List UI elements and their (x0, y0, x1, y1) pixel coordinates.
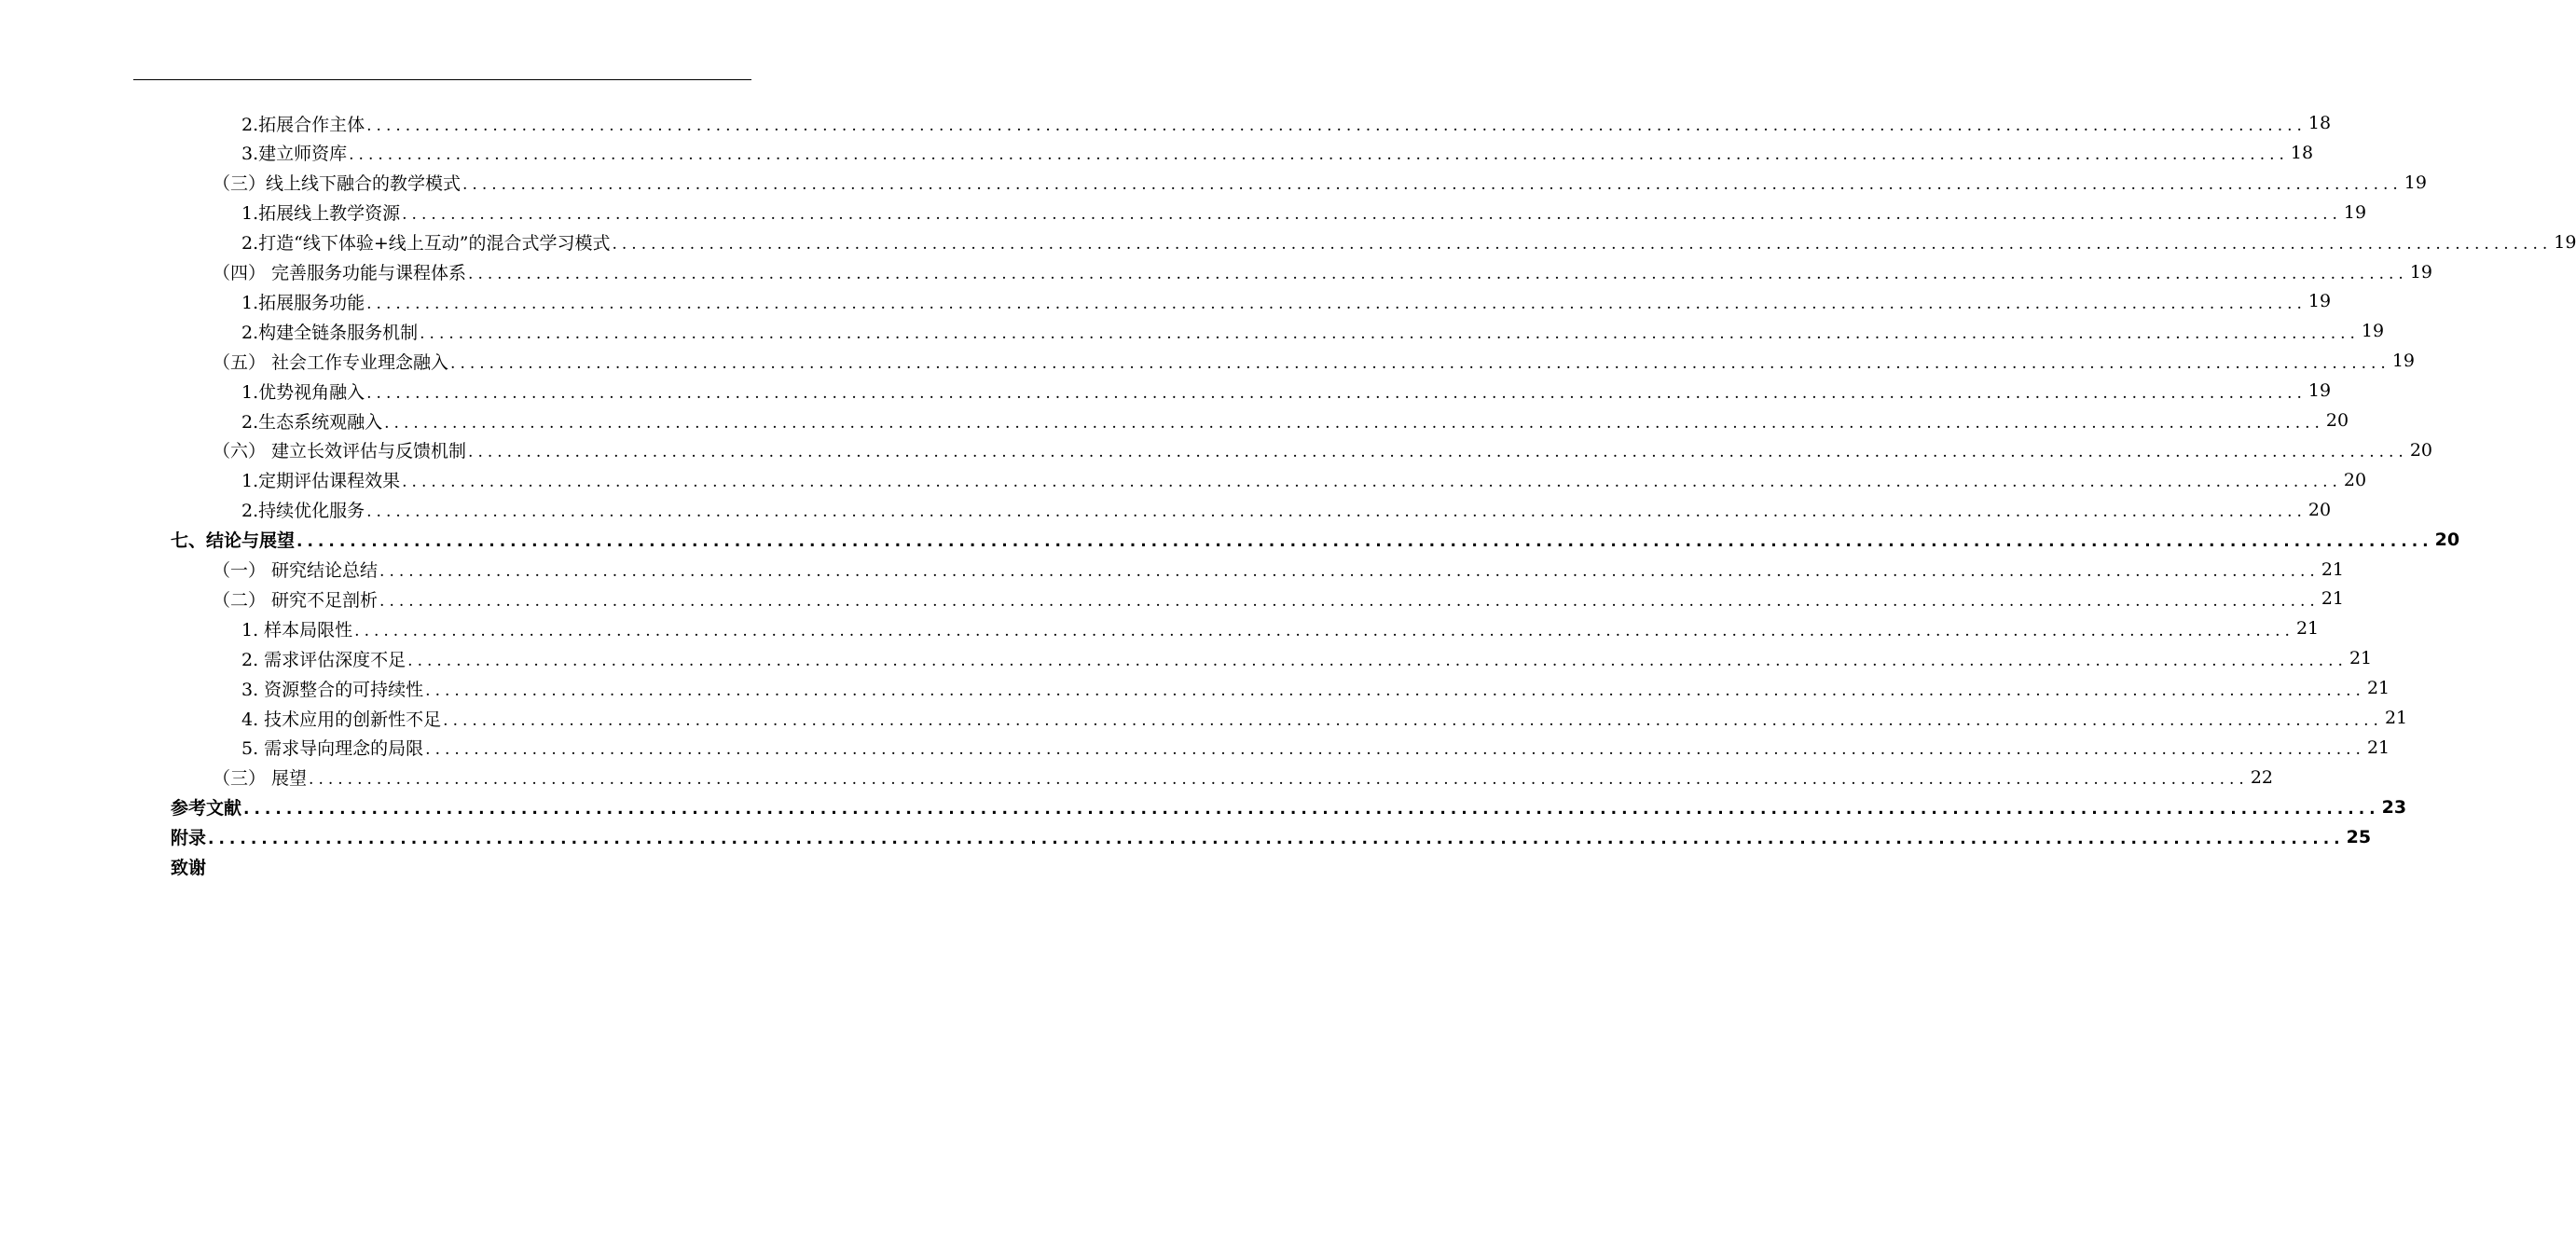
toc-page-number: 20 (2343, 469, 2367, 490)
toc-page-number: 19 (2391, 351, 2415, 372)
toc-entry[interactable] (0, 465, 2367, 495)
toc-entry[interactable] (0, 525, 2460, 555)
toc-page-number: 23 (2381, 796, 2407, 818)
toc-page-number: 21 (2366, 678, 2390, 699)
toc-entry-title: 2. 需求评估深度不足 (241, 649, 406, 670)
toc-dot-leader: ........................................................................................................................................................................................................ (354, 621, 2294, 640)
toc-page-number: 19 (2307, 380, 2332, 402)
toc-entry[interactable] (0, 286, 2332, 316)
toc-page-number: 21 (2384, 708, 2408, 728)
toc-entry[interactable] (0, 495, 2332, 525)
toc-page-number: 21 (2349, 648, 2373, 669)
toc-entry[interactable] (0, 198, 2367, 227)
toc-entry-title: （三）线上线下融合的教学模式 (213, 173, 461, 195)
toc-entry-title: 1.优势视角融入 (241, 381, 365, 403)
toc-dot-leader: ........................................................................................................................................................................................................ (366, 116, 2307, 135)
toc-entry-title: 5. 需求导向理念的局限 (241, 738, 424, 760)
toc-page-number: 19 (2554, 231, 2576, 253)
toc-dot-leader: ........................................................................................................................................................................................................ (425, 681, 2365, 700)
toc-dot-leader: ........................................................................................................................................................................................................ (612, 235, 2553, 255)
toc-dot-leader: ........................................................................................................................................................................................................ (384, 413, 2324, 433)
toc-dot-leader: ........................................................................................................................................................................................................ (468, 265, 2408, 283)
toc-page-number: 21 (2321, 588, 2344, 610)
toc-entry[interactable] (0, 822, 2372, 852)
toc-entry[interactable] (0, 792, 2407, 822)
toc-entry-title: 1.拓展服务功能 (241, 292, 365, 313)
toc-entry[interactable] (0, 584, 2344, 613)
toc-entry[interactable] (0, 138, 2314, 168)
toc-dot-leader: ........................................................................................................................................................................................................ (468, 443, 2408, 462)
toc-page-number: 22 (2250, 766, 2273, 788)
toc-entry-title: 4. 技术应用的创新性不足 (241, 709, 442, 730)
toc-dot-leader: ........................................................................................................................................................................................................ (309, 770, 2249, 790)
toc-dot-leader: ........................................................................................................................................................................................................ (208, 830, 2345, 849)
toc-entry[interactable] (0, 643, 2373, 673)
toc-dot-leader: ........................................................................................................................................................................................................ (366, 294, 2307, 313)
toc-entry[interactable] (0, 435, 2432, 465)
toc-entry[interactable] (0, 316, 2385, 346)
toc-page-number: 19 (2409, 261, 2432, 282)
toc-page-number: 21 (2366, 737, 2390, 758)
toc-entry[interactable] (0, 852, 751, 882)
toc-dot-leader: ........................................................................................................................................................................................................ (443, 710, 2383, 730)
toc-entry-title: 2.构建全链条服务机制 (241, 322, 419, 343)
header-rule (133, 79, 751, 80)
toc-entry[interactable] (0, 227, 2576, 257)
toc-entry-title: 2.打造“线下体验+线上互动”的混合式学习模式 (241, 233, 611, 255)
toc-entry[interactable] (0, 763, 2273, 792)
toc-dot-leader: ........................................................................................................................................................................................................ (425, 740, 2365, 760)
toc-page-number: 19 (2343, 201, 2367, 223)
toc-dot-leader: ........................................................................................................................................................................................................ (296, 532, 2433, 552)
toc-page-number: 20 (2434, 529, 2460, 550)
toc-entry-title: （一） 研究结论总结 (213, 560, 379, 581)
toc-entry-title: 3. 资源整合的可持续性 (241, 679, 424, 700)
toc-entry-title: 参考文献 (171, 798, 242, 819)
toc-dot-leader: ........................................................................................................................................................................................................ (349, 145, 2289, 165)
toc-entry-title: （四） 完善服务功能与课程体系 (213, 263, 467, 283)
toc-entry-title: 七、结论与展望 (171, 530, 296, 552)
toc-dot-leader: ........................................................................................................................................................................................................ (420, 324, 2360, 343)
toc-dot-leader: ........................................................................................................................................................................................................ (366, 383, 2307, 403)
toc-page-number: 19 (2361, 321, 2385, 342)
toc-dot-leader: ........................................................................................................................................................................................................ (366, 503, 2307, 522)
toc-entry-title: 致谢 (171, 858, 207, 878)
toc-dot-leader: ........................................................................................................................................................................................................ (450, 353, 2390, 373)
toc-page-number: 18 (2307, 113, 2332, 133)
toc-dot-leader: ........................................................................................................................................................................................................ (402, 205, 2342, 225)
toc-dot-leader: ........................................................................................................................................................................................................ (243, 800, 2380, 819)
toc-page-number: 20 (2307, 499, 2332, 520)
toc-entry[interactable] (0, 703, 2408, 733)
toc-entry[interactable] (0, 673, 2390, 703)
toc-page-number: 20 (2325, 410, 2349, 431)
toc-entry-title: 1. 样本局限性 (241, 619, 353, 640)
toc-entry-title: （二） 研究不足剖析 (213, 589, 379, 611)
toc-dot-leader: ........................................................................................................................................................................................................ (462, 175, 2403, 195)
toc-entry-title: 1.拓展线上教学资源 (241, 203, 401, 225)
toc-entry-title: 2.生态系统观融入 (241, 411, 383, 433)
toc-dot-leader: ........................................................................................................................................................................................................ (402, 473, 2342, 492)
toc-entry[interactable] (0, 257, 2432, 287)
toc-page-number: 19 (2404, 172, 2427, 193)
toc-entry[interactable] (0, 376, 2332, 406)
toc-page-number: 25 (2346, 826, 2372, 847)
toc-page-number: 21 (2321, 558, 2344, 580)
toc-entry-title: 附录 (171, 828, 207, 849)
toc-entry[interactable] (0, 613, 2320, 643)
toc-entry[interactable] (0, 108, 2332, 138)
toc-entry[interactable] (0, 346, 2415, 376)
toc-dot-leader: ........................................................................................................................................................................................................ (407, 651, 2348, 670)
toc-page-number: 21 (2295, 618, 2320, 640)
toc-entry-title: 2.持续优化服务 (241, 501, 365, 522)
toc-page-number: 20 (2409, 439, 2432, 461)
toc-entry-title: （五） 社会工作专业理念融入 (213, 351, 449, 373)
toc-entry-title: 3.建立师资库 (241, 144, 348, 165)
toc-dot-leader: ........................................................................................................................................................................................................ (379, 562, 2320, 581)
toc-entry[interactable] (0, 406, 2349, 435)
toc-dot-leader: ........................................................................................................................................................................................................ (379, 591, 2320, 611)
toc-entry-title: （三） 展望 (213, 768, 308, 790)
toc-entry[interactable] (0, 168, 2427, 198)
toc-page-number: 18 (2290, 142, 2314, 163)
toc-entry-title: （六） 建立长效评估与反馈机制 (213, 441, 467, 462)
toc-entry-title: 1.定期评估课程效果 (241, 471, 401, 492)
toc-page-number: 19 (2307, 291, 2332, 312)
toc-entry[interactable] (0, 733, 2390, 763)
toc-entry-title: 2.拓展合作主体 (241, 114, 365, 135)
toc-entry[interactable] (0, 555, 2344, 585)
